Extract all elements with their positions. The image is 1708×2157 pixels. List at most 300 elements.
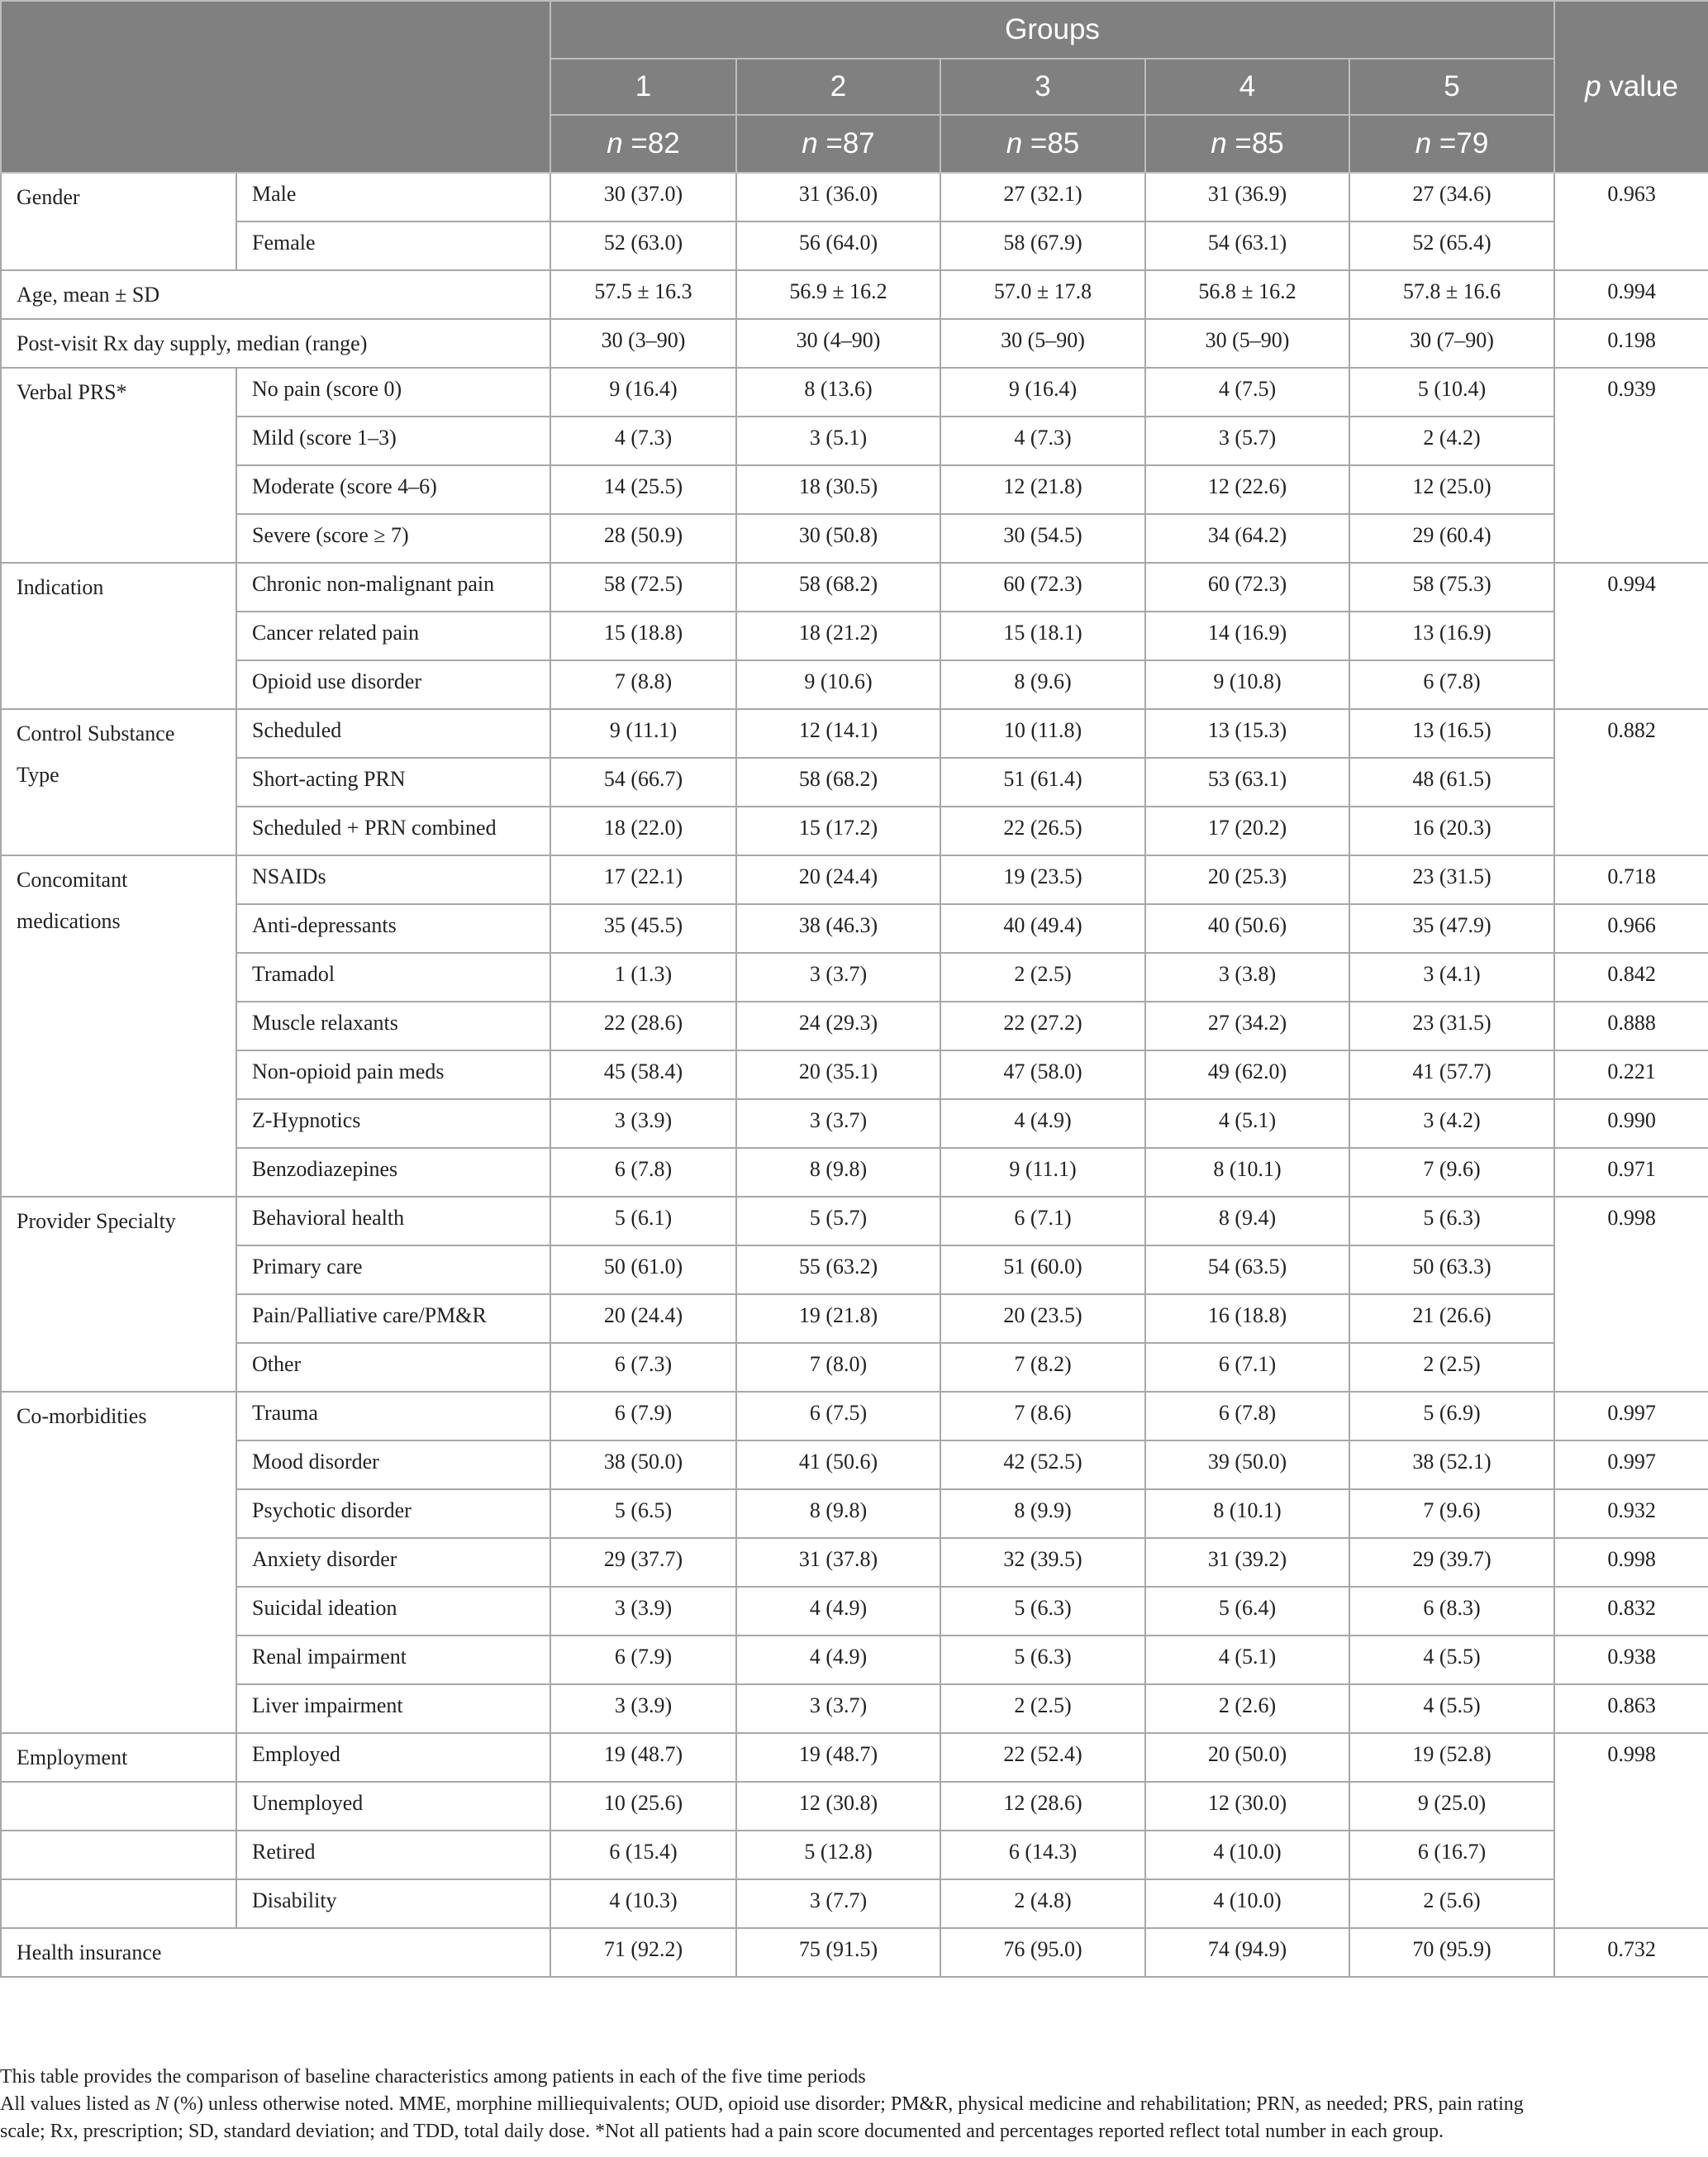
group-5-value-cell: 7 (9.6)	[1349, 1489, 1554, 1538]
group-3-value-cell: 2 (2.5)	[940, 953, 1145, 1002]
group-4-value-cell: 40 (50.6)	[1145, 904, 1349, 953]
table-row	[1, 1684, 1708, 1733]
group-2-value-cell: 18 (21.2)	[736, 612, 940, 660]
subcategory-cell: Disability	[236, 1879, 550, 1928]
subcategory-cell: Opioid use disorder	[236, 660, 550, 709]
group-3-value-cell: 20 (23.5)	[940, 1294, 1145, 1343]
group-2-value-cell: 31 (37.8)	[736, 1538, 940, 1587]
table-row	[1, 319, 1708, 368]
p-value-cell: 0.842	[1554, 953, 1708, 1002]
table-row	[1, 563, 1708, 612]
group-2-value-cell: 75 (91.5)	[736, 1928, 940, 1977]
group-5-value-cell: 35 (47.9)	[1349, 904, 1554, 953]
group-4-value-cell: 30 (5–90)	[1145, 319, 1349, 368]
table-row	[1, 465, 1708, 514]
group-5-value-cell: 6 (8.3)	[1349, 1587, 1554, 1636]
group-5-value-cell: 2 (4.2)	[1349, 417, 1554, 465]
category-cell: Co-morbidities	[1, 1392, 236, 1733]
group-4-value-cell: 31 (39.2)	[1145, 1538, 1349, 1587]
table-row	[1, 368, 1708, 417]
category-cell	[1, 1879, 236, 1928]
group-4-value-cell: 56.8 ± 16.2	[1145, 270, 1349, 319]
group-1-value-cell: 3 (3.9)	[550, 1099, 736, 1148]
group-4-value-cell: 49 (62.0)	[1145, 1050, 1349, 1099]
group-2-value-cell: 20 (35.1)	[736, 1050, 940, 1099]
table-row	[1, 1343, 1708, 1392]
p-value-cell: 0.998	[1554, 1197, 1708, 1392]
table-header	[1, 1, 1708, 173]
group-5-value-cell: 3 (4.1)	[1349, 953, 1554, 1002]
p-value-cell: 0.938	[1554, 1636, 1708, 1684]
group-4-value-cell: 20 (25.3)	[1145, 855, 1349, 904]
p-value-cell: 0.732	[1554, 1928, 1708, 1977]
subcategory-cell: Employed	[236, 1733, 550, 1782]
group-1-value-cell: 10 (25.6)	[550, 1782, 736, 1831]
group-2-value-cell: 6 (7.5)	[736, 1392, 940, 1440]
group-3-value-cell: 51 (61.4)	[940, 758, 1145, 807]
group-3-value-cell: 9 (16.4)	[940, 368, 1145, 417]
group-2-value-cell: 24 (29.3)	[736, 1002, 940, 1050]
group-2-value-cell: 7 (8.0)	[736, 1343, 940, 1392]
p-value-cell: 0.863	[1554, 1684, 1708, 1733]
groups-header: Groups	[550, 1, 1554, 59]
group-1-value-cell: 50 (61.0)	[550, 1245, 736, 1294]
group-3-value-cell: 8 (9.6)	[940, 660, 1145, 709]
group-4-value-cell: 54 (63.5)	[1145, 1245, 1349, 1294]
p-value-cell: 0.198	[1554, 319, 1708, 368]
group-3-value-cell: 22 (52.4)	[940, 1733, 1145, 1782]
group-5-value-cell: 13 (16.9)	[1349, 612, 1554, 660]
group-2-value-cell: 15 (17.2)	[736, 807, 940, 855]
group-1-value-cell: 22 (28.6)	[550, 1002, 736, 1050]
footnote-line: scale; Rx, prescription; SD, standard deviation; and TDD, total daily dose. *Not all patients had a pain score documented and percentages reported reflect total number in each group.	[0, 2121, 1444, 2142]
group-n-header: n =85	[1145, 115, 1349, 173]
group-4-value-cell: 12 (22.6)	[1145, 465, 1349, 514]
p-value-cell: 0.963	[1554, 173, 1708, 270]
group-4-value-cell: 3 (5.7)	[1145, 417, 1349, 465]
group-2-value-cell: 5 (5.7)	[736, 1197, 940, 1245]
group-4-value-cell: 5 (6.4)	[1145, 1587, 1349, 1636]
p-value-header: p value	[1554, 1, 1708, 173]
group-4-value-cell: 6 (7.8)	[1145, 1392, 1349, 1440]
group-4-value-cell: 39 (50.0)	[1145, 1440, 1349, 1489]
group-4-value-cell: 20 (50.0)	[1145, 1733, 1349, 1782]
subcategory-cell: Severe (score ≥ 7)	[236, 514, 550, 563]
category-cell: Verbal PRS*	[1, 368, 236, 563]
group-4-value-cell: 8 (10.1)	[1145, 1489, 1349, 1538]
p-value-cell: 0.888	[1554, 1002, 1708, 1050]
group-1-value-cell: 6 (7.9)	[550, 1636, 736, 1684]
category-cell: Indication	[1, 563, 236, 709]
table-row	[1, 1440, 1708, 1489]
table-row	[1, 1099, 1708, 1148]
group-4-value-cell: 74 (94.9)	[1145, 1928, 1349, 1977]
group-5-value-cell: 4 (5.5)	[1349, 1636, 1554, 1684]
group-3-value-cell: 30 (54.5)	[940, 514, 1145, 563]
group-2-value-cell: 3 (3.7)	[736, 953, 940, 1002]
group-1-value-cell: 3 (3.9)	[550, 1684, 736, 1733]
subcategory-cell: Anti-depressants	[236, 904, 550, 953]
group-2-value-cell: 31 (36.0)	[736, 173, 940, 221]
group-2-value-cell: 3 (7.7)	[736, 1879, 940, 1928]
group-5-value-cell: 41 (57.7)	[1349, 1050, 1554, 1099]
category-cell	[1, 855, 236, 1197]
subcategory-cell: Unemployed	[236, 1782, 550, 1831]
subcategory-cell: Cancer related pain	[236, 612, 550, 660]
group-3-value-cell: 58 (67.9)	[940, 221, 1145, 270]
group-5-value-cell: 57.8 ± 16.6	[1349, 270, 1554, 319]
group-5-value-cell: 38 (52.1)	[1349, 1440, 1554, 1489]
group-1-value-cell: 71 (92.2)	[550, 1928, 736, 1977]
subcategory-cell: Male	[236, 173, 550, 221]
group-3-value-cell: 30 (5–90)	[940, 319, 1145, 368]
subcategory-cell: Pain/Palliative care/PM&R	[236, 1294, 550, 1343]
table-row	[1, 660, 1708, 709]
group-4-value-cell: 8 (9.4)	[1145, 1197, 1349, 1245]
p-value-cell: 0.994	[1554, 270, 1708, 319]
group-5-value-cell: 21 (26.6)	[1349, 1294, 1554, 1343]
category-cell: Employment	[1, 1733, 236, 1782]
table-row	[1, 855, 1708, 904]
group-4-value-cell: 8 (10.1)	[1145, 1148, 1349, 1197]
group-2-value-cell: 56.9 ± 16.2	[736, 270, 940, 319]
group-1-value-cell: 1 (1.3)	[550, 953, 736, 1002]
group-3-value-cell: 27 (32.1)	[940, 173, 1145, 221]
table-row	[1, 1392, 1708, 1440]
group-2-value-cell: 5 (12.8)	[736, 1831, 940, 1879]
group-3-value-cell: 4 (4.9)	[940, 1099, 1145, 1148]
group-1-value-cell: 6 (15.4)	[550, 1831, 736, 1879]
group-5-value-cell: 30 (7–90)	[1349, 319, 1554, 368]
group-number-header: 4	[1145, 59, 1349, 115]
group-3-value-cell: 7 (8.2)	[940, 1343, 1145, 1392]
group-4-value-cell: 54 (63.1)	[1145, 221, 1349, 270]
footnote-line: All values listed as N (%) unless otherwise noted. MME, morphine milliequivalents; OUD, opioid use disorder; PM&R, physical medicine and rehabilitation; PRN, as needed; PRS, pain rating	[0, 2093, 1524, 2115]
p-value-cell: 0.971	[1554, 1148, 1708, 1197]
subcategory-cell: Other	[236, 1343, 550, 1392]
group-3-value-cell: 2 (2.5)	[940, 1684, 1145, 1733]
group-5-value-cell: 12 (25.0)	[1349, 465, 1554, 514]
category-line: medications	[17, 909, 121, 933]
group-1-value-cell: 3 (3.9)	[550, 1587, 736, 1636]
subcategory-cell: Female	[236, 221, 550, 270]
p-value-cell: 0.966	[1554, 904, 1708, 953]
subcategory-cell: Moderate (score 4–6)	[236, 465, 550, 514]
group-4-value-cell: 31 (36.9)	[1145, 173, 1349, 221]
group-5-value-cell: 70 (95.9)	[1349, 1928, 1554, 1977]
p-value-cell: 0.990	[1554, 1099, 1708, 1148]
table-row	[1, 612, 1708, 660]
group-5-value-cell: 6 (7.8)	[1349, 660, 1554, 709]
group-5-value-cell: 3 (4.2)	[1349, 1099, 1554, 1148]
group-2-value-cell: 58 (68.2)	[736, 563, 940, 612]
group-4-value-cell: 34 (64.2)	[1145, 514, 1349, 563]
group-1-value-cell: 9 (16.4)	[550, 368, 736, 417]
p-value-cell: 0.994	[1554, 563, 1708, 709]
table-row	[1, 1587, 1708, 1636]
group-1-value-cell: 30 (3–90)	[550, 319, 736, 368]
subcategory-cell: Short-acting PRN	[236, 758, 550, 807]
group-1-value-cell: 45 (58.4)	[550, 1050, 736, 1099]
category-cell: Health insurance	[1, 1928, 550, 1977]
footnote-line: This table provides the comparison of baseline characteristics among patients in each of the five time periods	[0, 2066, 866, 2088]
table-row	[1, 1538, 1708, 1587]
group-5-value-cell: 27 (34.6)	[1349, 173, 1554, 221]
group-3-value-cell: 76 (95.0)	[940, 1928, 1145, 1977]
group-2-value-cell: 56 (64.0)	[736, 221, 940, 270]
group-2-value-cell: 4 (4.9)	[736, 1587, 940, 1636]
subcategory-cell: Benzodiazepines	[236, 1148, 550, 1197]
table-row	[1, 953, 1708, 1002]
category-cell: Gender	[1, 173, 236, 270]
group-2-value-cell: 8 (9.8)	[736, 1489, 940, 1538]
header-blank-cell	[1, 1, 550, 173]
group-4-value-cell: 16 (18.8)	[1145, 1294, 1349, 1343]
group-5-value-cell: 23 (31.5)	[1349, 855, 1554, 904]
group-1-value-cell: 4 (7.3)	[550, 417, 736, 465]
group-4-value-cell: 2 (2.6)	[1145, 1684, 1349, 1733]
group-4-value-cell: 4 (5.1)	[1145, 1099, 1349, 1148]
group-2-value-cell: 12 (14.1)	[736, 709, 940, 758]
group-2-value-cell: 12 (30.8)	[736, 1782, 940, 1831]
group-n-header: n =82	[550, 115, 736, 173]
group-3-value-cell: 5 (6.3)	[940, 1587, 1145, 1636]
group-3-value-cell: 51 (60.0)	[940, 1245, 1145, 1294]
subcategory-cell: Retired	[236, 1831, 550, 1879]
group-3-value-cell: 5 (6.3)	[940, 1636, 1145, 1684]
subcategory-cell: Trauma	[236, 1392, 550, 1440]
group-1-value-cell: 52 (63.0)	[550, 221, 736, 270]
table-row	[1, 417, 1708, 465]
group-5-value-cell: 19 (52.8)	[1349, 1733, 1554, 1782]
group-3-value-cell: 6 (7.1)	[940, 1197, 1145, 1245]
subcategory-cell: Behavioral health	[236, 1197, 550, 1245]
subcategory-cell: Mood disorder	[236, 1440, 550, 1489]
group-5-value-cell: 9 (25.0)	[1349, 1782, 1554, 1831]
subcategory-cell: Renal impairment	[236, 1636, 550, 1684]
group-2-value-cell: 38 (46.3)	[736, 904, 940, 953]
group-3-value-cell: 6 (14.3)	[940, 1831, 1145, 1879]
group-5-value-cell: 23 (31.5)	[1349, 1002, 1554, 1050]
group-1-value-cell: 58 (72.5)	[550, 563, 736, 612]
group-3-value-cell: 8 (9.9)	[940, 1489, 1145, 1538]
group-1-value-cell: 20 (24.4)	[550, 1294, 736, 1343]
table-row	[1, 709, 1708, 758]
table-body	[1, 173, 1708, 1977]
p-value-cell: 0.998	[1554, 1538, 1708, 1587]
table-row	[1, 1782, 1708, 1831]
table-row	[1, 221, 1708, 270]
group-2-value-cell: 3 (3.7)	[736, 1684, 940, 1733]
group-5-value-cell: 2 (2.5)	[1349, 1343, 1554, 1392]
group-2-value-cell: 8 (13.6)	[736, 368, 940, 417]
category-line: Concomitant	[17, 868, 128, 892]
group-3-value-cell: 42 (52.5)	[940, 1440, 1145, 1489]
group-5-value-cell: 48 (61.5)	[1349, 758, 1554, 807]
group-3-value-cell: 2 (4.8)	[940, 1879, 1145, 1928]
group-1-value-cell: 14 (25.5)	[550, 465, 736, 514]
table-row	[1, 270, 1708, 319]
table-row	[1, 1050, 1708, 1099]
group-1-value-cell: 29 (37.7)	[550, 1538, 736, 1587]
subcategory-cell: Scheduled	[236, 709, 550, 758]
category-cell	[1, 709, 236, 855]
group-2-value-cell: 30 (4–90)	[736, 319, 940, 368]
group-4-value-cell: 17 (20.2)	[1145, 807, 1349, 855]
p-value-cell: 0.221	[1554, 1050, 1708, 1099]
group-4-value-cell: 3 (3.8)	[1145, 953, 1349, 1002]
category-line: Control Substance	[17, 721, 175, 745]
group-3-value-cell: 60 (72.3)	[940, 563, 1145, 612]
p-value-cell: 0.832	[1554, 1587, 1708, 1636]
group-1-value-cell: 38 (50.0)	[550, 1440, 736, 1489]
group-3-value-cell: 10 (11.8)	[940, 709, 1145, 758]
group-5-value-cell: 5 (10.4)	[1349, 368, 1554, 417]
table-row	[1, 807, 1708, 855]
category-cell: Post-visit Rx day supply, median (range)	[1, 319, 550, 368]
subcategory-cell: Muscle relaxants	[236, 1002, 550, 1050]
group-4-value-cell: 4 (5.1)	[1145, 1636, 1349, 1684]
table-footnote	[0, 2064, 1708, 2145]
group-4-value-cell: 53 (63.1)	[1145, 758, 1349, 807]
group-1-value-cell: 5 (6.5)	[550, 1489, 736, 1538]
group-2-value-cell: 18 (30.5)	[736, 465, 940, 514]
group-n-header: n =85	[940, 115, 1145, 173]
p-value-cell: 0.997	[1554, 1440, 1708, 1489]
subcategory-cell: Z-Hypnotics	[236, 1099, 550, 1148]
subcategory-cell: Liver impairment	[236, 1684, 550, 1733]
group-3-value-cell: 12 (21.8)	[940, 465, 1145, 514]
table-row	[1, 904, 1708, 953]
table-row	[1, 758, 1708, 807]
group-5-value-cell: 4 (5.5)	[1349, 1684, 1554, 1733]
group-3-value-cell: 32 (39.5)	[940, 1538, 1145, 1587]
group-3-value-cell: 4 (7.3)	[940, 417, 1145, 465]
table-row	[1, 1148, 1708, 1197]
group-1-value-cell: 9 (11.1)	[550, 709, 736, 758]
group-number-header: 5	[1349, 59, 1554, 115]
group-3-value-cell: 12 (28.6)	[940, 1782, 1145, 1831]
group-4-value-cell: 12 (30.0)	[1145, 1782, 1349, 1831]
group-5-value-cell: 5 (6.9)	[1349, 1392, 1554, 1440]
group-4-value-cell: 4 (7.5)	[1145, 368, 1349, 417]
group-5-value-cell: 52 (65.4)	[1349, 221, 1554, 270]
group-3-value-cell: 47 (58.0)	[940, 1050, 1145, 1099]
group-3-value-cell: 7 (8.6)	[940, 1392, 1145, 1440]
group-5-value-cell: 58 (75.3)	[1349, 563, 1554, 612]
group-3-value-cell: 19 (23.5)	[940, 855, 1145, 904]
group-4-value-cell: 14 (16.9)	[1145, 612, 1349, 660]
table-row	[1, 1489, 1708, 1538]
category-line: Type	[17, 763, 59, 787]
group-2-value-cell: 30 (50.8)	[736, 514, 940, 563]
group-5-value-cell: 16 (20.3)	[1349, 807, 1554, 855]
group-5-value-cell: 50 (63.3)	[1349, 1245, 1554, 1294]
group-4-value-cell: 4 (10.0)	[1145, 1879, 1349, 1928]
group-1-value-cell: 5 (6.1)	[550, 1197, 736, 1245]
group-1-value-cell: 19 (48.7)	[550, 1733, 736, 1782]
group-3-value-cell: 40 (49.4)	[940, 904, 1145, 953]
group-3-value-cell: 22 (27.2)	[940, 1002, 1145, 1050]
group-2-value-cell: 3 (5.1)	[736, 417, 940, 465]
subcategory-cell: Mild (score 1–3)	[236, 417, 550, 465]
group-1-value-cell: 6 (7.8)	[550, 1148, 736, 1197]
table-row	[1, 1636, 1708, 1684]
group-1-value-cell: 17 (22.1)	[550, 855, 736, 904]
group-1-value-cell: 7 (8.8)	[550, 660, 736, 709]
group-5-value-cell: 6 (16.7)	[1349, 1831, 1554, 1879]
group-3-value-cell: 9 (11.1)	[940, 1148, 1145, 1197]
group-5-value-cell: 13 (16.5)	[1349, 709, 1554, 758]
group-1-value-cell: 18 (22.0)	[550, 807, 736, 855]
subcategory-cell: Tramadol	[236, 953, 550, 1002]
group-2-value-cell: 8 (9.8)	[736, 1148, 940, 1197]
group-1-value-cell: 6 (7.3)	[550, 1343, 736, 1392]
group-5-value-cell: 2 (5.6)	[1349, 1879, 1554, 1928]
group-2-value-cell: 3 (3.7)	[736, 1099, 940, 1148]
group-4-value-cell: 6 (7.1)	[1145, 1343, 1349, 1392]
group-3-value-cell: 57.0 ± 17.8	[940, 270, 1145, 319]
group-3-value-cell: 22 (26.5)	[940, 807, 1145, 855]
p-value-cell: 0.997	[1554, 1392, 1708, 1440]
table-row	[1, 173, 1708, 221]
group-number-header: 3	[940, 59, 1145, 115]
subcategory-cell: NSAIDs	[236, 855, 550, 904]
category-cell: Age, mean ± SD	[1, 270, 550, 319]
subcategory-cell: Psychotic disorder	[236, 1489, 550, 1538]
group-1-value-cell: 57.5 ± 16.3	[550, 270, 736, 319]
group-4-value-cell: 4 (10.0)	[1145, 1831, 1349, 1879]
group-1-value-cell: 4 (10.3)	[550, 1879, 736, 1928]
group-1-value-cell: 6 (7.9)	[550, 1392, 736, 1440]
group-5-value-cell: 29 (39.7)	[1349, 1538, 1554, 1587]
subcategory-cell: Suicidal ideation	[236, 1587, 550, 1636]
group-number-header: 2	[736, 59, 940, 115]
table-row	[1, 1245, 1708, 1294]
group-4-value-cell: 60 (72.3)	[1145, 563, 1349, 612]
group-1-value-cell: 15 (18.8)	[550, 612, 736, 660]
group-5-value-cell: 29 (60.4)	[1349, 514, 1554, 563]
category-cell: Provider Specialty	[1, 1197, 236, 1392]
group-1-value-cell: 54 (66.7)	[550, 758, 736, 807]
group-2-value-cell: 55 (63.2)	[736, 1245, 940, 1294]
p-value-cell: 0.939	[1554, 368, 1708, 563]
table-row	[1, 1294, 1708, 1343]
table-row	[1, 1831, 1708, 1879]
subcategory-cell: No pain (score 0)	[236, 368, 550, 417]
group-2-value-cell: 58 (68.2)	[736, 758, 940, 807]
table-row	[1, 514, 1708, 563]
group-5-value-cell: 5 (6.3)	[1349, 1197, 1554, 1245]
category-cell	[1, 1782, 236, 1831]
group-2-value-cell: 4 (4.9)	[736, 1636, 940, 1684]
category-cell	[1, 1831, 236, 1879]
group-n-header: n =79	[1349, 115, 1554, 173]
table-row	[1, 1197, 1708, 1245]
group-1-value-cell: 30 (37.0)	[550, 173, 736, 221]
p-value-cell: 0.718	[1554, 855, 1708, 904]
group-4-value-cell: 13 (15.3)	[1145, 709, 1349, 758]
group-4-value-cell: 9 (10.8)	[1145, 660, 1349, 709]
group-3-value-cell: 15 (18.1)	[940, 612, 1145, 660]
group-5-value-cell: 7 (9.6)	[1349, 1148, 1554, 1197]
subcategory-cell: Non-opioid pain meds	[236, 1050, 550, 1099]
group-2-value-cell: 19 (21.8)	[736, 1294, 940, 1343]
group-2-value-cell: 19 (48.7)	[736, 1733, 940, 1782]
table-row	[1, 1002, 1708, 1050]
group-number-header: 1	[550, 59, 736, 115]
group-2-value-cell: 9 (10.6)	[736, 660, 940, 709]
